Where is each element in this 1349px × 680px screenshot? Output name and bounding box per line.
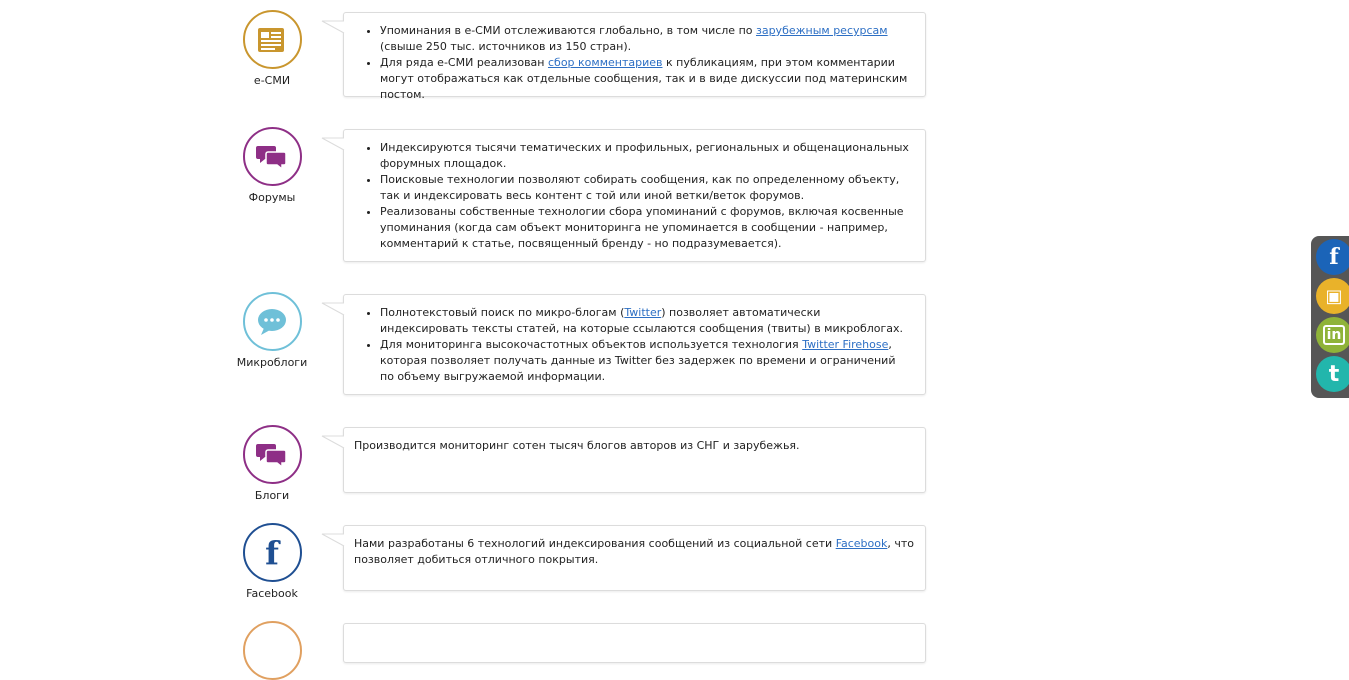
chat-bubbles-icon [256,439,288,471]
microblogs-list [344,295,925,395]
list-item: • Полнотекстовый поиск по микро-блогам (Twitter) позволяет автоматически индексировать тексты статей, на которые ссылаются сообщения (твиты) в микроблогах. [380,305,911,337]
forums-circle[interactable] [243,127,302,186]
chat-bubbles-icon [256,141,288,173]
linkedin-icon: in [1323,325,1346,345]
forums-list [344,130,925,262]
facebook-icon: f [265,533,279,572]
forums-caption: Форумы [248,191,296,204]
blogs-icon-col [232,425,312,502]
list-item: • Реализованы собственные технологии сбора упоминаний с форумов, включая косвенные упоминания (когда сам объект мониторинга не упоминается в сообщении - например, комментарий к статье, посвященный бренду - но подразумевается). [380,204,911,252]
next-circle[interactable] [243,621,302,680]
emedia-list [344,13,925,113]
next-description [343,623,926,663]
list-item: • Индексируются тысячи тематических и профильных, региональных и общенациональных форумных площадок. [380,140,911,172]
emedia-icon-col [232,10,312,87]
emedia-description [343,12,926,101]
slideshare-share-button[interactable] [1316,278,1349,314]
microblogs-description [343,294,926,395]
social-share-bar [1311,236,1349,398]
twitter-icon: t [1328,361,1340,387]
linkedin-share-button[interactable] [1316,317,1349,353]
slideshare-icon: ▣ [1325,285,1343,307]
twitter-share-button[interactable] [1316,356,1349,392]
microblogs-icon-col [232,292,312,369]
bubble-tail [322,436,344,448]
bubble-tail [322,534,344,546]
facebook-text: Нами разработаны 6 технологий индексирования сообщений из социальной сети Facebook, что позволяет добиться отличного покрытия. [354,537,915,566]
bubble-tail [322,303,344,315]
blogs-description [343,427,926,493]
twitter-firehose-link[interactable]: Twitter Firehose [802,338,889,351]
emedia-circle[interactable] [243,10,302,69]
facebook-circle[interactable] [243,523,302,582]
foreign-resources-link[interactable]: зарубежным ресурсам [755,24,888,37]
forums-icon-col [232,127,312,204]
forums-description [343,129,926,262]
facebook-link[interactable]: Facebook [835,537,888,550]
list-item: • Для мониторинга высокочастотных объектов используется технология Twitter Firehose, которая позволяет получать данные из Twitter без задержек по времени и ограничений по объему выгружаемой информации. [380,337,911,385]
facebook-icon-col [232,523,312,600]
facebook-share-button[interactable] [1316,239,1349,275]
blogs-circle[interactable] [243,425,302,484]
newspaper-icon [256,24,288,56]
facebook-share-icon: f [1329,244,1339,270]
emedia-caption: е-СМИ [253,74,291,87]
blogs-text: Производится мониторинг сотен тысяч блогов авторов из СНГ и зарубежья. [354,439,800,452]
bubble-tail [322,138,344,150]
list-item: • Упоминания в е-СМИ отслеживаются глобально, в том числе по зарубежным ресурсам (свыше 250 тыс. источников из 150 стран). [380,23,911,55]
facebook-description [343,525,926,591]
twitter-link[interactable]: Twitter [624,306,662,319]
bubble-tail [322,21,344,33]
microblogs-caption: Микроблоги [236,356,308,369]
facebook-caption: Facebook [246,587,298,600]
blogs-caption: Блоги [254,489,290,502]
comments-collection-link[interactable]: сбор комментариев [547,56,663,69]
list-item: • Для ряда е-СМИ реализован сбор комментариев к публикациям, при этом комментарии могут отображаться как отдельные сообщения, так и в виде дискуссии под материнским постом. [380,55,911,103]
next-icon-col [232,621,312,680]
list-item: • Поисковые технологии позволяют собирать сообщения, как по определенному объекту, так и индексировать весь контент с той или иной ветки/веток форумов. [380,172,911,204]
microblogs-circle[interactable] [243,292,302,351]
speech-bubble-icon [256,306,288,338]
